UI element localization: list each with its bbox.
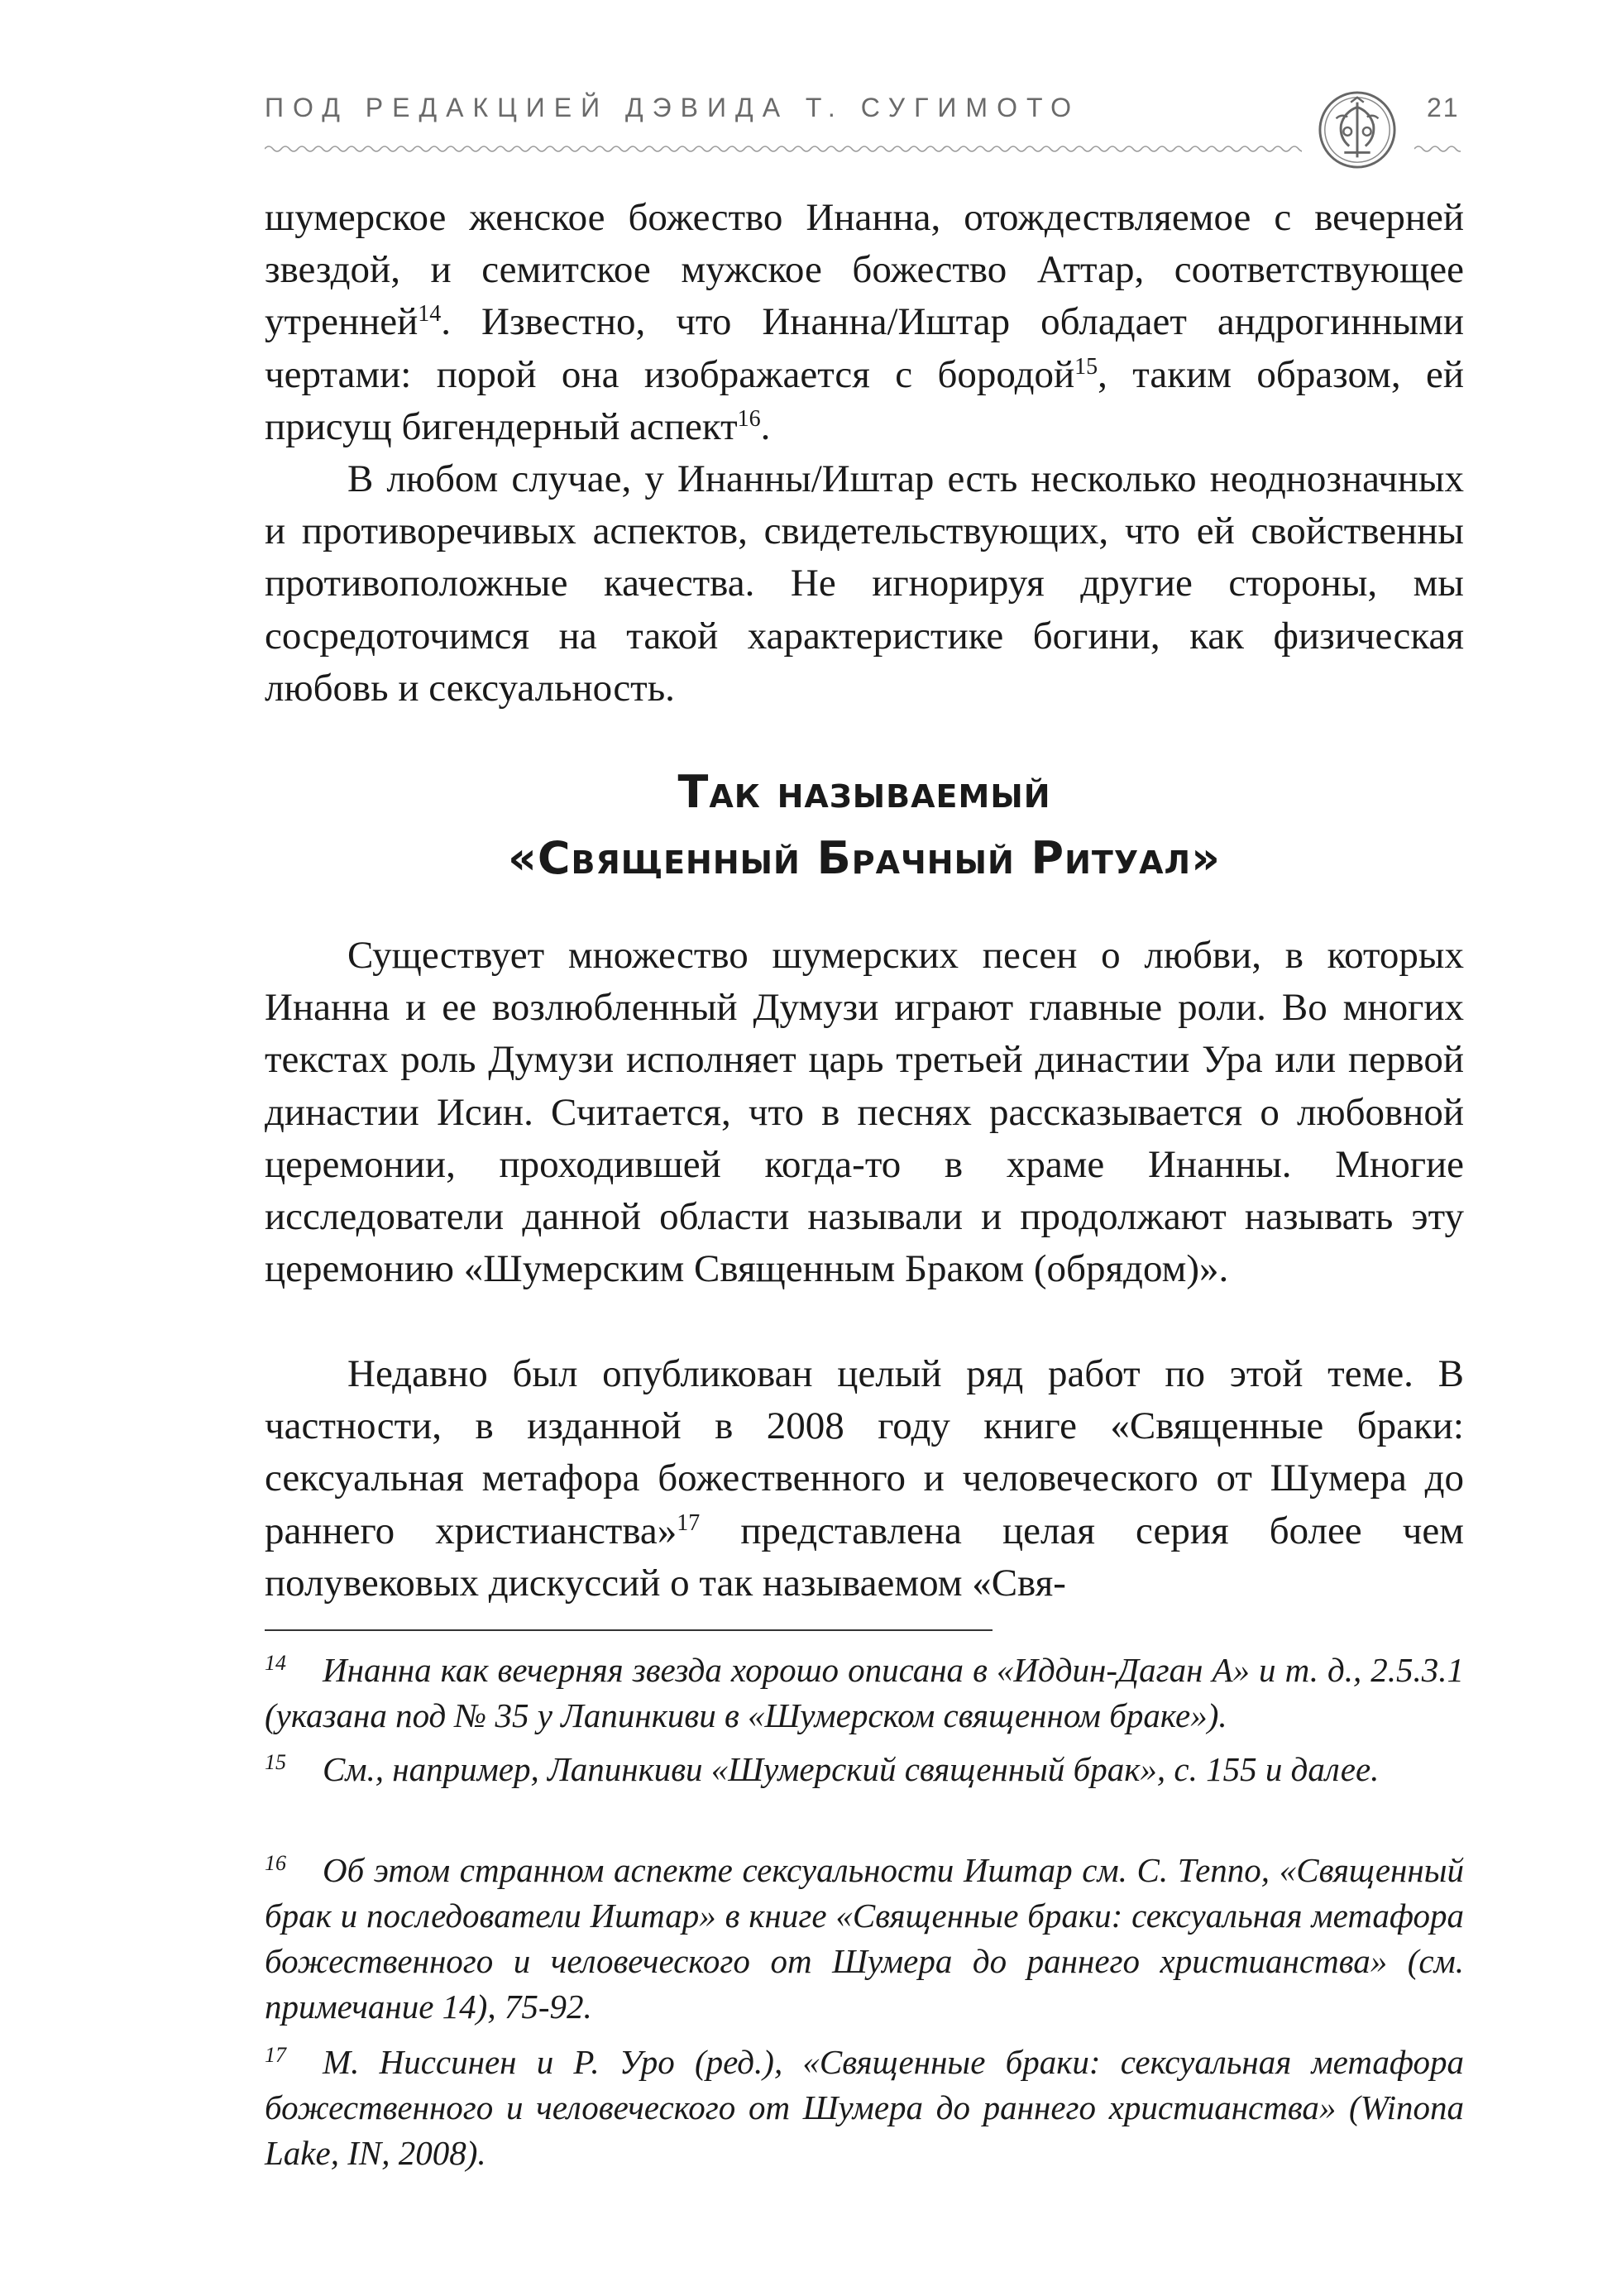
header-wavy-rule bbox=[265, 142, 1302, 155]
footnote-ref-16: 16 bbox=[737, 405, 761, 432]
paragraph-2: В любом случае, у Инанны/Иштар есть несколько неоднозначных и противоречивых аспектов, свидетельствующих, что ей свойственны противоположные качества. Не игнорируя другие стороны, мы сосредоточимся на такой характеристике богини, как физическая любовь и сексуальность. bbox=[265, 457, 1464, 710]
footnote-text: Инанна как вечерняя звезда хорошо описана в «Иддин-Даган А» и т. д., 2.5.3.1 (указана под № 35 у Лапинкиви в «Шумерском священном браке»). bbox=[265, 1651, 1464, 1734]
footnote-text: Об этом странном аспекте сексуальности Иштар см. С. Теппо, «Священный брак и последователи Иштар» в книге «Священные браки: сексуальная метафора божественного и человеческого от Шумера до раннего христианства» (см. примечание 14), 75-92. bbox=[265, 1851, 1464, 2026]
footnote-15 bbox=[265, 1747, 1464, 1792]
footnote-17 bbox=[265, 2040, 1464, 2176]
footnote-separator bbox=[265, 1629, 993, 1631]
footnote-14 bbox=[265, 1648, 1464, 1739]
paragraph-1-part-c: , таким образом, ей присущ бигендерный аспект bbox=[265, 352, 1464, 448]
footnote-number: 15 bbox=[265, 1750, 286, 1774]
footnote-text: См., например, Лапинкиви «Шумерский священный брак», с. 155 и далее. bbox=[323, 1750, 1380, 1788]
footnote-text: М. Ниссинен и Р. Уро (ред.), «Священные браки: сексуальная метафора божественного и человеческого от Шумера до раннего христианства» (Winona Lake, IN, 2008). bbox=[265, 2043, 1464, 2172]
section-heading-line-1: Так называемый bbox=[677, 766, 1051, 818]
ornamental-medallion-icon bbox=[1317, 89, 1398, 170]
page-number: 21 bbox=[1427, 93, 1460, 122]
section-heading-line-2: «Священный Брачный Ритуал» bbox=[507, 832, 1221, 884]
running-head: ПОД РЕДАКЦИЕЙ ДЭВИДА Т. СУГИМОТО bbox=[265, 93, 1080, 122]
paragraph-3: Существует множество шумерских песен о любви, в которых Инанна и ее возлюбленный Думузи играют главные роли. Во многих текстах роль Думузи исполняет царь третьей династии Ура или первой династии Исин. Считается, что в песнях рассказывается о любовной церемонии, проходившей когда-то в храме Инанны. Многие исследователи данной области называли и продолжают называть эту церемонию «Шумерским Священным Браком (обрядом)». bbox=[265, 934, 1464, 1291]
footnote-number: 16 bbox=[265, 1851, 286, 1875]
paragraph-1-part-d: . bbox=[760, 404, 771, 448]
footnote-number: 17 bbox=[265, 2043, 286, 2067]
paragraph-4 bbox=[265, 1348, 1464, 1610]
paragraph-1-part-a: шумерское женское божество Инанна, отождествляемое с вечерней звездой, и семитское мужское божество Аттар, соответствующее утренней bbox=[265, 196, 1464, 344]
paragraph-1-part-b: . Известно, что Инанна/Иштар обладает андрогинными чертами: порой она изображается с бородой bbox=[265, 300, 1464, 396]
footnote-ref-15: 15 bbox=[1074, 353, 1098, 380]
footnote-ref-17: 17 bbox=[677, 1509, 701, 1536]
footnote-ref-14: 14 bbox=[418, 301, 442, 328]
footnote-number: 14 bbox=[265, 1651, 286, 1675]
section-heading bbox=[265, 759, 1464, 892]
paragraph-4-part-b: представлена целая серия более чем полувековых дискуссий о так называемом «Свя- bbox=[265, 1509, 1465, 1605]
paragraph-4-part-a: Недавно был опубликован целый ряд работ по этой теме. В частности, в изданной в 2008 году книге «Священные браки: сексуальная метафора божественного и человеческого от Шумера до раннего христианства» bbox=[265, 1352, 1464, 1552]
header-wavy-rule-right bbox=[1414, 142, 1461, 155]
paragraph-1 bbox=[265, 192, 1464, 453]
footnote-16 bbox=[265, 1848, 1464, 2030]
